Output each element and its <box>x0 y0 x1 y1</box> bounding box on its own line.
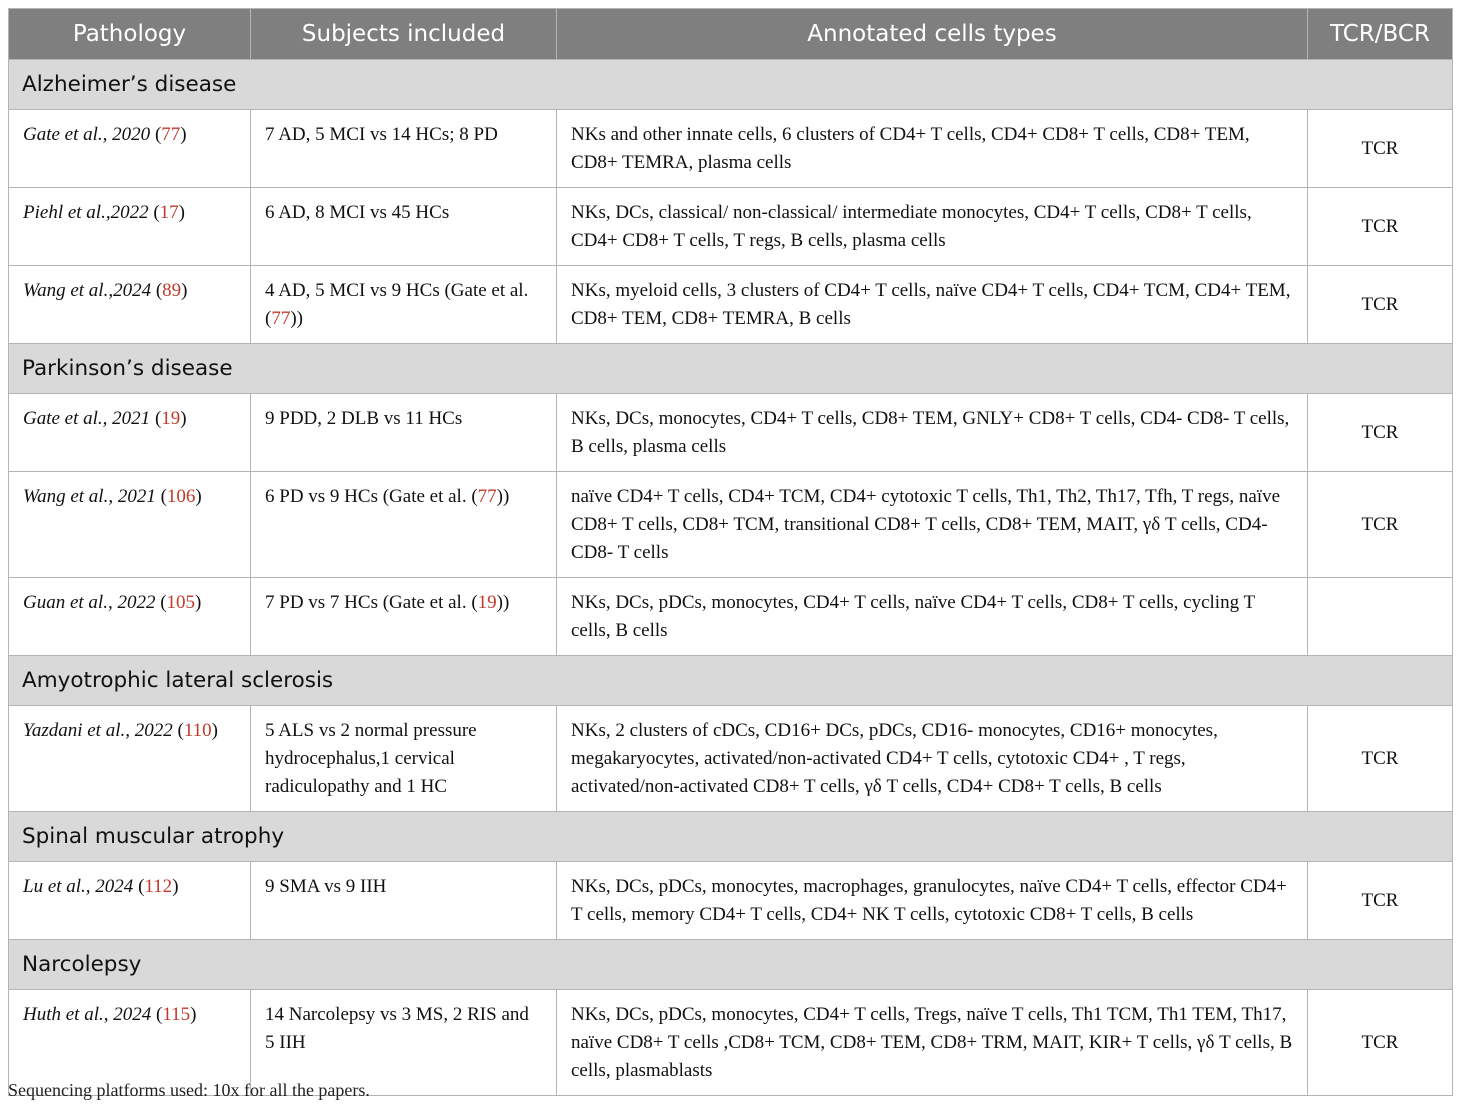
reference-link[interactable]: 106 <box>166 486 196 507</box>
group-row <box>9 60 1453 110</box>
study-cell: Wang et al., 2021 (106) <box>9 472 251 578</box>
cell-types-cell: NKs, DCs, pDCs, monocytes, macrophages, granulocytes, naïve CD4+ T cells, effector CD4+ T cells, memory CD4+ T cells, CD4+ NK T cells, cytotoxic CD8+ T cells, B cells <box>557 862 1308 940</box>
subjects-cell <box>251 394 557 472</box>
table-row <box>9 578 1453 656</box>
study-cell: Piehl et al.,2022 (17) <box>9 188 251 266</box>
table-row <box>9 706 1453 812</box>
tcr-bcr-cell: TCR <box>1308 990 1453 1096</box>
reference-link[interactable]: 19 <box>477 592 497 613</box>
study-citation: Lu et al., 2024 <box>23 876 134 897</box>
cell-types-cell: NKs, DCs, pDCs, monocytes, CD4+ T cells, naïve CD4+ T cells, CD8+ T cells, cycling T cells, B cells <box>557 578 1308 656</box>
study-citation: Gate et al., 2021 <box>23 408 151 429</box>
cell-types-cell: NKs, DCs, monocytes, CD4+ T cells, CD8+ TEM, GNLY+ CD8+ T cells, CD4- CD8- T cells, B cells, plasma cells <box>557 394 1308 472</box>
tcr-bcr-cell <box>1308 578 1453 656</box>
study-cell: Huth et al., 2024 (115) <box>9 990 251 1096</box>
subjects-text: 14 Narcolepsy vs 3 MS, 2 RIS and 5 IIH <box>265 1004 529 1053</box>
table-row <box>9 110 1453 188</box>
reference-link[interactable]: 115 <box>162 1004 191 1025</box>
subjects-text: 7 AD, 5 MCI vs 14 HCs; 8 PD <box>265 124 498 145</box>
group-row <box>9 656 1453 706</box>
table-container <box>8 8 1452 1096</box>
subjects-text: )) <box>496 486 510 507</box>
subjects-cell <box>251 862 557 940</box>
reference-link[interactable]: 77 <box>161 124 181 145</box>
footnote: Sequencing platforms used: 10x for all the papers. <box>8 1080 370 1100</box>
study-cell: Yazdani et al., 2022 (110) <box>9 706 251 812</box>
study-cell: Guan et al., 2022 (105) <box>9 578 251 656</box>
col-header-subjects: Subjects included <box>251 9 557 60</box>
group-title: Amyotrophic lateral sclerosis <box>9 656 1453 706</box>
cell-types-cell: NKs, DCs, classical/ non-classical/ intermediate monocytes, CD4+ T cells, CD8+ T cells, CD4+ CD8+ T cells, T regs, B cells, plasma cells <box>557 188 1308 266</box>
group-row <box>9 812 1453 862</box>
subjects-text: 5 ALS vs 2 normal pressure hydrocephalus,1 cervical radiculopathy and 1 HC <box>265 720 477 797</box>
reference-link[interactable]: 89 <box>162 280 182 301</box>
group-row <box>9 344 1453 394</box>
subjects-text: )) <box>496 592 510 613</box>
tcr-bcr-cell: TCR <box>1308 862 1453 940</box>
subjects-cell <box>251 706 557 812</box>
table-body <box>9 60 1453 1096</box>
study-citation: Huth et al., 2024 <box>23 1004 152 1025</box>
reference-link[interactable]: 105 <box>166 592 196 613</box>
study-citation: Piehl et al.,2022 <box>23 202 149 223</box>
table-row <box>9 472 1453 578</box>
cell-types-cell: NKs and other innate cells, 6 clusters of CD4+ T cells, CD4+ CD8+ T cells, CD8+ TEM, CD8+ TEMRA, plasma cells <box>557 110 1308 188</box>
cell-types-cell: naïve CD4+ T cells, CD4+ TCM, CD4+ cytotoxic T cells, Th1, Th2, Th17, Tfh, T regs, naïve CD8+ T cells, CD8+ TCM, transitional CD8+ T cells, CD8+ TEM, MAIT, γδ T cells, CD4- CD8- T cells <box>557 472 1308 578</box>
subjects-text: 9 SMA vs 9 IIH <box>265 876 387 897</box>
reference-link[interactable]: 110 <box>183 720 212 741</box>
study-citation: Yazdani et al., 2022 <box>23 720 173 741</box>
reference-link[interactable]: 112 <box>144 876 173 897</box>
reference-link[interactable]: 77 <box>271 308 291 329</box>
subjects-text: 4 AD, 5 MCI vs 9 HCs (Gate et al. ( <box>265 280 529 329</box>
subjects-text: 7 PD vs 7 HCs (Gate et al. ( <box>265 592 478 613</box>
study-citation: Wang et al., 2021 <box>23 486 156 507</box>
tcr-bcr-cell: TCR <box>1308 394 1453 472</box>
subjects-text: 6 AD, 8 MCI vs 45 HCs <box>265 202 450 223</box>
study-citation: Wang et al.,2024 <box>23 280 152 301</box>
table-row <box>9 188 1453 266</box>
table-row <box>9 862 1453 940</box>
table-row <box>9 266 1453 344</box>
subjects-cell <box>251 188 557 266</box>
reference-link[interactable]: 77 <box>477 486 497 507</box>
col-header-tcr-bcr: TCR/BCR <box>1308 9 1453 60</box>
study-cell: Lu et al., 2024 (112) <box>9 862 251 940</box>
study-citation: Gate et al., 2020 <box>23 124 151 145</box>
cell-types-cell: NKs, 2 clusters of cDCs, CD16+ DCs, pDCs, CD16- monocytes, CD16+ monocytes, megakaryocytes, activated/non-activated CD4+ T cells, cytotoxic CD4+ , T regs, activated/non-activated CD8+ T cells, γδ T cells, CD4+ CD8+ T cells, B cells <box>557 706 1308 812</box>
header-row <box>9 9 1453 60</box>
data-table <box>8 8 1453 1096</box>
study-cell: Gate et al., 2020 (77) <box>9 110 251 188</box>
study-citation: Guan et al., 2022 <box>23 592 156 613</box>
tcr-bcr-cell: TCR <box>1308 188 1453 266</box>
subjects-cell <box>251 472 557 578</box>
group-title: Narcolepsy <box>9 940 1453 990</box>
reference-link[interactable]: 17 <box>159 202 179 223</box>
subjects-text: )) <box>290 308 303 329</box>
study-cell: Gate et al., 2021 (19) <box>9 394 251 472</box>
group-title: Spinal muscular atrophy <box>9 812 1453 862</box>
subjects-cell <box>251 578 557 656</box>
tcr-bcr-cell: TCR <box>1308 266 1453 344</box>
col-header-cell-types: Annotated cells types <box>557 9 1308 60</box>
group-title: Parkinson’s disease <box>9 344 1453 394</box>
subjects-text: 6 PD vs 9 HCs (Gate et al. ( <box>265 486 478 507</box>
group-title: Alzheimer’s disease <box>9 60 1453 110</box>
tcr-bcr-cell: TCR <box>1308 706 1453 812</box>
reference-link[interactable]: 19 <box>161 408 181 429</box>
tcr-bcr-cell: TCR <box>1308 110 1453 188</box>
subjects-text: 9 PDD, 2 DLB vs 11 HCs <box>265 408 463 429</box>
cell-types-cell: NKs, DCs, pDCs, monocytes, CD4+ T cells, Tregs, naïve T cells, Th1 TCM, Th1 TEM, Th17, naïve CD8+ T cells ,CD8+ TCM, CD8+ TEM, CD8+ TRM, MAIT, KIR+ T cells, γδ T cells, B cells, plasmablasts <box>557 990 1308 1096</box>
group-row <box>9 940 1453 990</box>
cell-types-cell: NKs, myeloid cells, 3 clusters of CD4+ T cells, naïve CD4+ T cells, CD4+ TCM, CD4+ TEM, CD8+ TEM, CD8+ TEMRA, B cells <box>557 266 1308 344</box>
col-header-pathology: Pathology <box>9 9 251 60</box>
study-cell: Wang et al.,2024 (89) <box>9 266 251 344</box>
tcr-bcr-cell: TCR <box>1308 472 1453 578</box>
table-row <box>9 394 1453 472</box>
subjects-cell <box>251 266 557 344</box>
subjects-cell <box>251 110 557 188</box>
